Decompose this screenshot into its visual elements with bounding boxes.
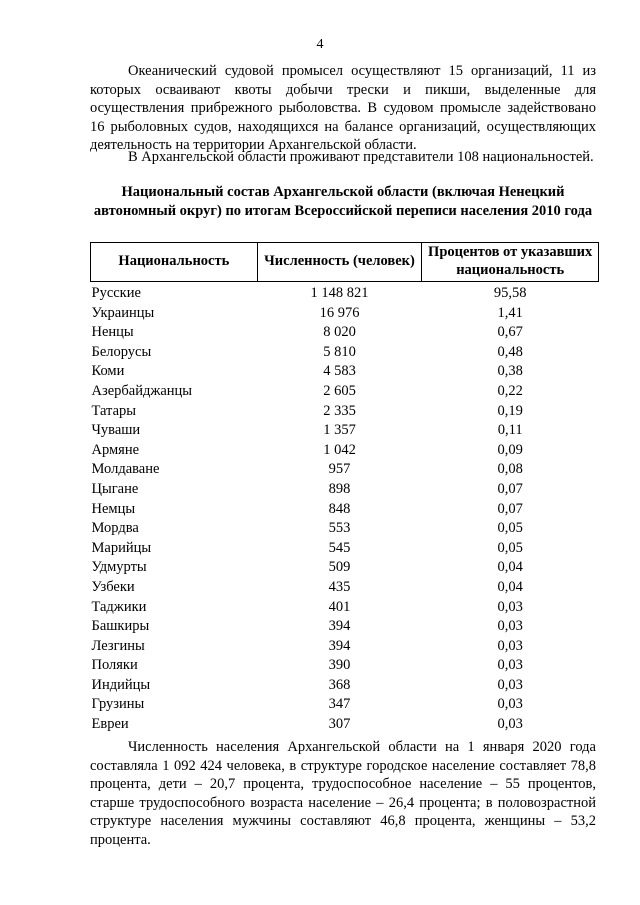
nationality-cell: Чуваши <box>91 422 141 439</box>
nationality-cell: Цыгане <box>91 480 139 497</box>
table-row <box>91 460 599 480</box>
nationality-cell: Евреи <box>91 716 129 733</box>
percent-cell: 0,04 <box>497 578 523 595</box>
nationality-cell: Ненцы <box>91 324 134 341</box>
population-cell: 347 <box>328 696 351 713</box>
population-cell: 957 <box>328 461 351 478</box>
percent-cell: 0,03 <box>497 637 523 654</box>
population-cell: 435 <box>328 578 351 595</box>
percent-cell: 0,67 <box>497 324 523 341</box>
nationality-cell: Башкиры <box>91 618 150 635</box>
table-row <box>91 676 599 696</box>
percent-cell: 0,48 <box>497 343 523 360</box>
population-cell: 401 <box>328 598 351 615</box>
percent-cell: 0,08 <box>497 461 523 478</box>
percent-cell: 0,07 <box>497 480 523 497</box>
population-cell: 545 <box>328 539 351 556</box>
nationality-cell: Грузины <box>91 696 145 713</box>
population-cell: 2 605 <box>323 382 356 399</box>
percent-cell: 0,11 <box>497 422 523 439</box>
nationality-cell: Молдаване <box>91 461 160 478</box>
table-row <box>91 637 599 657</box>
population-cell: 509 <box>328 559 351 576</box>
population-cell: 368 <box>328 676 351 693</box>
nationality-cell: Армяне <box>91 441 140 458</box>
table-row <box>91 282 599 304</box>
header-nationality: Национальность <box>91 243 258 282</box>
table-header-row <box>91 243 599 282</box>
percent-cell: 0,38 <box>497 363 523 380</box>
table-row <box>91 402 599 422</box>
population-cell: 1 357 <box>323 422 356 439</box>
percent-cell: 0,03 <box>497 657 523 674</box>
table-row <box>91 323 599 343</box>
percent-cell: 0,03 <box>497 598 523 615</box>
table-row <box>91 558 599 578</box>
table-row <box>91 500 599 520</box>
nationality-cell: Удмурты <box>91 559 147 576</box>
table-row <box>91 578 599 598</box>
nationality-cell: Украинцы <box>91 304 155 321</box>
table-row <box>91 362 599 382</box>
population-cell: 2 335 <box>323 402 356 419</box>
nationality-cell: Коми <box>91 363 125 380</box>
percent-cell: 0,03 <box>497 676 523 693</box>
nationality-cell: Белорусы <box>91 343 152 360</box>
nationality-cell: Узбеки <box>91 578 135 595</box>
percent-cell: 0,19 <box>497 402 523 419</box>
nationality-cell: Таджики <box>91 598 147 615</box>
percent-cell: 0,09 <box>497 441 523 458</box>
paragraph-fishing: Океанический судовой промысел осуществляют 15 организаций, 11 из которых осваивают квоты добычи трески и пикши, выделенные для осуществления прибрежного рыболовства. В судовом промысле задействовано 16 рыболовных судов, находящихся на балансе организаций, осуществляющих деятельность на территории Архангельской области. <box>90 63 596 154</box>
population-cell: 1 042 <box>323 441 356 458</box>
table-row <box>91 343 599 363</box>
table-row <box>91 539 599 559</box>
percent-cell: 1,41 <box>497 304 523 321</box>
nationality-table <box>90 242 599 735</box>
percent-cell: 0,03 <box>497 618 523 635</box>
nationality-cell: Татары <box>91 402 136 419</box>
nationality-cell: Поляки <box>91 657 138 674</box>
table-caption: Национальный состав Архангельской области (включая Ненецкий автономный округ) по итогам Всероссийской переписи населения 2010 года <box>93 184 593 219</box>
paragraph-population: Численность населения Архангельской области на 1 января 2020 года составляла 1 092 424 человека, в структуре городское население составляет 78,8 процента, дети – 20,7 процента, трудоспособное население – 55 процентов, старше трудоспособного возраста население – 26,4 процента; в половозрастной структуре населения мужчины составляют 46,8 процента, женщины – 53,2 процента. <box>90 739 596 848</box>
table-row <box>91 617 599 637</box>
table-row <box>91 695 599 715</box>
table-row <box>91 656 599 676</box>
population-cell: 307 <box>328 716 351 733</box>
population-cell: 553 <box>328 520 351 537</box>
header-population: Численность (человек) <box>257 243 422 282</box>
table-body <box>91 282 599 735</box>
nationality-cell: Индийцы <box>91 676 151 693</box>
table-row <box>91 441 599 461</box>
population-cell: 1 148 821 <box>310 285 369 301</box>
table-row <box>91 382 599 402</box>
nationality-cell: Азербайджанцы <box>91 382 193 399</box>
table-row <box>91 304 599 324</box>
nationality-cell: Марийцы <box>91 539 152 556</box>
population-cell: 8 020 <box>323 324 356 341</box>
percent-cell: 0,03 <box>497 696 523 713</box>
percent-cell: 0,07 <box>497 500 523 517</box>
table-row <box>91 715 599 735</box>
table-row <box>91 480 599 500</box>
paragraph-nationalities: В Архангельской области проживают представители 108 национальностей. <box>128 149 594 165</box>
page-number: 4 <box>316 37 324 52</box>
nationality-cell: Мордва <box>91 520 139 537</box>
percent-cell: 95,58 <box>493 285 527 301</box>
percent-cell: 0,03 <box>497 716 523 733</box>
population-cell: 16 976 <box>319 304 360 321</box>
population-cell: 5 810 <box>323 343 356 360</box>
population-cell: 394 <box>328 618 351 635</box>
percent-cell: 0,04 <box>497 559 523 576</box>
nationality-cell: Немцы <box>91 500 136 517</box>
population-cell: 390 <box>328 657 351 674</box>
population-cell: 898 <box>328 480 351 497</box>
percent-cell: 0,05 <box>497 539 523 556</box>
table-row <box>91 598 599 618</box>
population-cell: 4 583 <box>323 363 356 380</box>
percent-cell: 0,22 <box>497 382 523 399</box>
header-percent: Процентов от указавших национальность <box>422 243 599 282</box>
nationality-cell: Русские <box>91 285 141 301</box>
population-cell: 848 <box>328 500 351 517</box>
nationality-cell: Лезгины <box>91 637 145 654</box>
percent-cell: 0,05 <box>497 520 523 537</box>
population-cell: 394 <box>328 637 351 654</box>
table-row <box>91 421 599 441</box>
table-row <box>91 519 599 539</box>
